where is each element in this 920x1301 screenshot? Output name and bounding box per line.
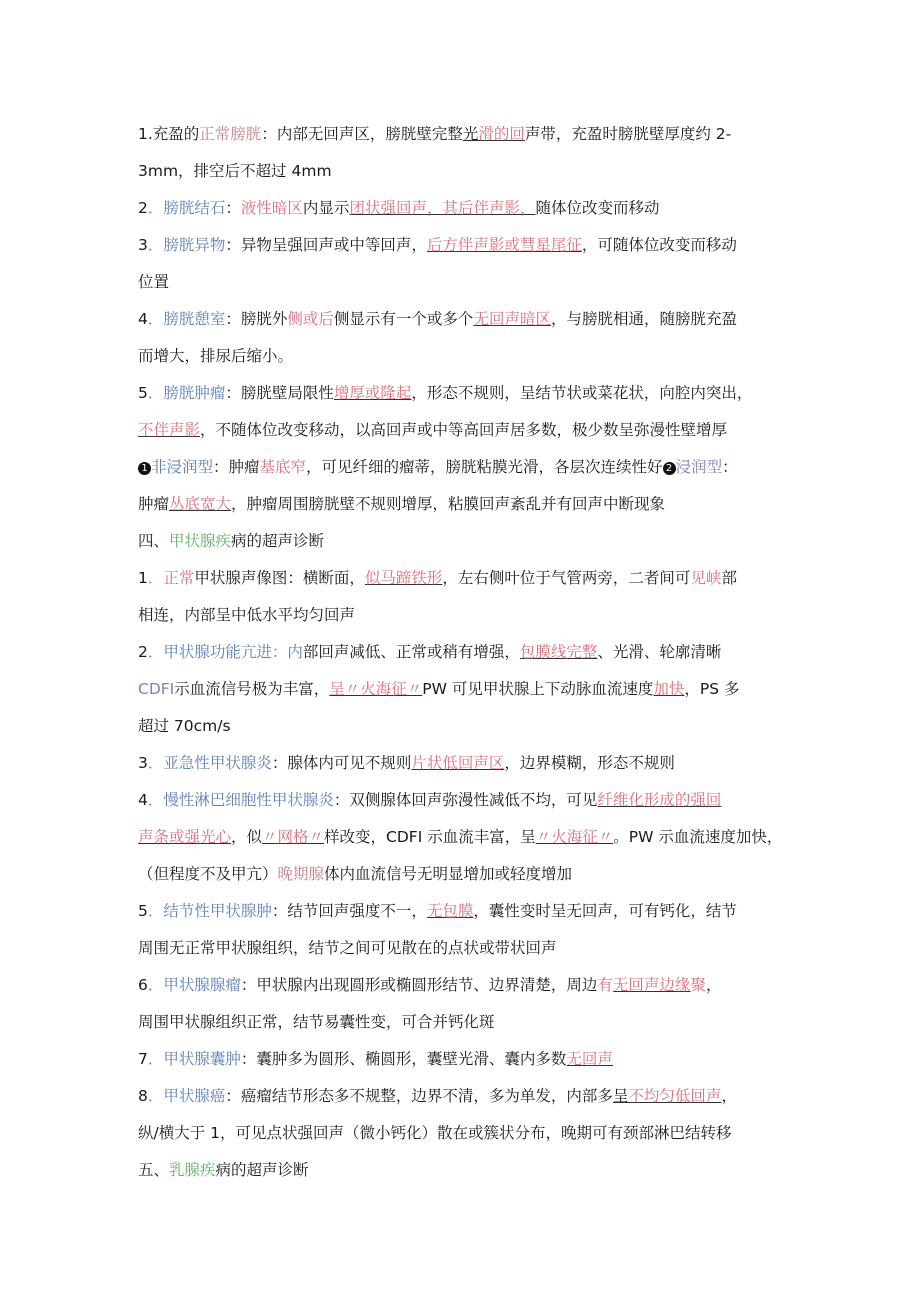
text: 声带，充盈时膀胱壁厚度约 2-	[524, 125, 732, 143]
paragraph-bladder-normal	[138, 116, 788, 153]
highlight: 见峡	[690, 569, 722, 587]
text: 周围无正常甲状腺组织，结节之间可见散在的点状或带状回声	[138, 939, 557, 957]
item-title: ．甲状腺囊肿	[147, 1050, 241, 1068]
text: 3mm，排空后不超过 4mm	[138, 162, 332, 180]
paragraph-line	[138, 1115, 788, 1152]
text: 甲状腺声像图：横断面，	[194, 569, 365, 587]
text: 肿瘤	[138, 495, 170, 513]
item-title: ．膀胱异物	[147, 236, 226, 254]
item-title: 浸润型	[675, 458, 723, 476]
text: ，可随体位改变而移动	[581, 236, 737, 254]
text: 病的超声诊断	[231, 532, 325, 550]
heading-term: 乳腺疾	[169, 1161, 216, 1179]
item-title: ．亚急性甲状腺炎	[147, 754, 272, 772]
text: 而增大，排尿后缩小。	[138, 347, 294, 365]
text: ：	[722, 458, 738, 476]
text: PW 可见甲状腺上下动脉血流速度	[422, 680, 654, 698]
text: ，不随体位改变移动，以高回声或中等高回声居多数，极少数呈弥漫性壁增厚	[200, 421, 728, 439]
paragraph-line	[138, 856, 788, 893]
text: 内显示	[302, 199, 350, 217]
highlight: 加快	[653, 680, 685, 698]
paragraph-line	[138, 486, 788, 523]
item-number: 5	[138, 384, 148, 402]
item-title: ．膀胱结石	[147, 199, 226, 217]
highlight: 聚	[690, 976, 706, 994]
text: 纵/横大于 1，可见点状强回声（微小钙化）散在或簇状分布，晚期可有颈部淋巴结转移	[138, 1124, 732, 1142]
term: CDFI	[138, 680, 175, 698]
highlight: 团状强回声，其后伴声影，	[349, 199, 536, 217]
highlight: 侧或后	[287, 310, 334, 328]
item-number: 7	[138, 1050, 148, 1068]
text: ：异物呈强回声或中等回声，	[225, 236, 427, 254]
circled-number-icon: 1	[138, 462, 151, 475]
text: 相连，内部呈中低水平均匀回声	[138, 606, 356, 624]
text: 病的超声诊断	[215, 1161, 309, 1179]
text: ，左右侧叶位于气管两旁，二者间可	[442, 569, 691, 587]
paragraph-bladder-diverticulum	[138, 301, 788, 338]
text: ，边界模糊，形态不规则	[504, 754, 675, 772]
paragraph-line	[138, 153, 788, 190]
item-number: 8	[138, 1087, 148, 1105]
paragraph-bladder-stone	[138, 190, 788, 227]
circled-number-icon: 2	[663, 462, 676, 475]
item-title: 非浸润型	[151, 458, 214, 476]
text: ：腺体内可见不规则	[271, 754, 412, 772]
text: ：内部无回声区，膀胱壁完整	[261, 125, 463, 143]
paragraph-line	[138, 1004, 788, 1041]
text: ，肿瘤周围膀胱壁不规则增厚，粘膜回声紊乱并有回声中断现象	[231, 495, 666, 513]
highlight: 液性暗区	[240, 199, 303, 217]
highlight: 无回声边缘	[612, 976, 691, 994]
section-heading-thyroid	[138, 523, 788, 560]
text: ，PS 多	[684, 680, 740, 698]
paragraph-thyroid-chronic	[138, 782, 788, 819]
text: （但程度不及甲亢）	[138, 865, 278, 883]
text: 部	[721, 569, 737, 587]
highlight: 丛底宽大	[169, 495, 232, 513]
paragraph-thyroid-subacute	[138, 745, 788, 782]
text: ，囊性变时呈无回声，可有钙化，结节	[473, 902, 737, 920]
item-number: 3	[138, 236, 148, 254]
text: ：膀胱壁局限性	[225, 384, 334, 402]
item-title: ．正常	[147, 569, 195, 587]
item-title: ．甲状腺功能亢进：内	[147, 643, 303, 661]
paragraph-line	[138, 338, 788, 375]
paragraph-line	[138, 412, 788, 449]
text: 体内血流信号无明显增加或轻度增加	[324, 865, 573, 883]
text: ：双侧腺体回声弥漫性减低不均，可见	[333, 791, 598, 809]
text: ：囊肿多为圆形、椭圆形，囊壁光滑、囊内多数	[240, 1050, 567, 1068]
item-title: ．结节性甲状腺肿	[147, 902, 272, 920]
heading-term: 甲状腺疾	[169, 532, 232, 550]
text: 随体位改变而移动	[535, 199, 660, 217]
text: ：肿瘤	[213, 458, 260, 476]
paragraph-thyroid-nodular	[138, 893, 788, 930]
text: ，似	[231, 828, 263, 846]
paragraph-line	[138, 449, 788, 486]
text: ，与膀胱相通，随膀胱充盈	[550, 310, 737, 328]
paragraph-thyroid-normal	[138, 560, 788, 597]
paragraph-thyroid-cyst	[138, 1041, 788, 1078]
text: ：结节回声强度不一，	[271, 902, 427, 920]
item-number: 6	[138, 976, 148, 994]
text: 光	[462, 125, 479, 143]
highlight: 〃网格〃	[262, 828, 325, 846]
highlight: 不伴声影	[138, 421, 201, 439]
item-title: ．甲状腺癌	[147, 1087, 226, 1105]
highlight: 声条或强光心	[138, 828, 232, 846]
text: 部回声减低、正常或稍有增强，	[302, 643, 520, 661]
text: 呈	[612, 1087, 629, 1105]
document-body	[138, 116, 788, 1189]
item-number: 2	[138, 199, 148, 217]
item-title: ．慢性淋巴细胞性甲状腺炎	[147, 791, 334, 809]
text: 周围甲状腺组织正常，结节易囊性变，可合并钙化斑	[138, 1013, 495, 1031]
text: 位置	[138, 273, 170, 291]
text: ，形态不规则，呈结节状或菜花状，向腔内突出，	[411, 384, 753, 402]
paragraph-line	[138, 819, 788, 856]
paragraph-bladder-tumor	[138, 375, 788, 412]
text: 。PW 示血流速度加快，	[613, 828, 783, 846]
highlight: 纤维化形成的强回	[597, 791, 722, 809]
highlight: 有	[597, 976, 613, 994]
highlight: 增厚或隆起	[333, 384, 412, 402]
paragraph-line	[138, 597, 788, 634]
highlight: 滑的回	[478, 125, 525, 143]
text: 侧显示有一个或多个	[333, 310, 474, 328]
highlight: 包膜线完整	[519, 643, 598, 661]
highlight: 无回声暗区	[473, 310, 551, 328]
paragraph-thyroid-cancer	[138, 1078, 788, 1115]
text: 、光滑、轮廓清晰	[597, 643, 722, 661]
text: 五、	[138, 1161, 170, 1179]
text: 四、	[138, 532, 170, 550]
paragraph-line	[138, 671, 788, 708]
paragraph-line	[138, 708, 788, 745]
text: ：甲状腺内出现圆形或椭圆形结节、边界清楚，周边	[240, 976, 598, 994]
highlight: 后方伴声影或彗星尾征	[426, 236, 582, 254]
text: ：癌瘤结节形态多不规整，边界不清，多为单发，内部多	[225, 1087, 613, 1105]
item-number: 4	[138, 791, 148, 809]
term: 正常膀胱	[199, 125, 262, 143]
term: 晚期腺	[277, 865, 325, 883]
item-number: 3	[138, 754, 148, 772]
item-title: ．膀胱肿瘤	[147, 384, 226, 402]
item-number: 1	[138, 569, 148, 587]
paragraph-thyroid-adenoma	[138, 967, 788, 1004]
text: ，	[705, 976, 722, 994]
text: ，可见纤细的瘤蒂，膀胱粘膜光滑，各层次连续性好	[306, 458, 663, 476]
highlight: 基底窄	[259, 458, 307, 476]
text: ：	[225, 199, 241, 217]
text: 超过 70cm/s	[138, 717, 231, 735]
highlight: 呈〃火海征〃	[329, 680, 423, 698]
highlight: 无回声	[566, 1050, 613, 1068]
paragraph-line	[138, 264, 788, 301]
text: 1.充盈的	[138, 125, 200, 143]
text: ：膀胱外	[225, 310, 288, 328]
highlight: 无包膜	[426, 902, 474, 920]
section-heading-breast	[138, 1152, 788, 1189]
item-title: ．膀胱憩室	[147, 310, 226, 328]
highlight: 不均匀低回声	[628, 1087, 722, 1105]
item-number: 2	[138, 643, 148, 661]
item-number: 4	[138, 310, 148, 328]
item-title: ．甲状腺腺瘤	[147, 976, 241, 994]
paragraph-bladder-foreign-body	[138, 227, 788, 264]
item-number: 5	[138, 902, 148, 920]
paragraph-thyroid-hyper	[138, 634, 788, 671]
highlight: 似马蹄铁形	[364, 569, 443, 587]
text: 示血流信号极为丰富，	[174, 680, 330, 698]
text: 样改变，CDFI 示血流丰富，呈	[324, 828, 536, 846]
highlight: 片状低回声区	[411, 754, 505, 772]
text: ，	[721, 1087, 737, 1105]
highlight: 〃火海征〃	[535, 828, 614, 846]
paragraph-line	[138, 930, 788, 967]
